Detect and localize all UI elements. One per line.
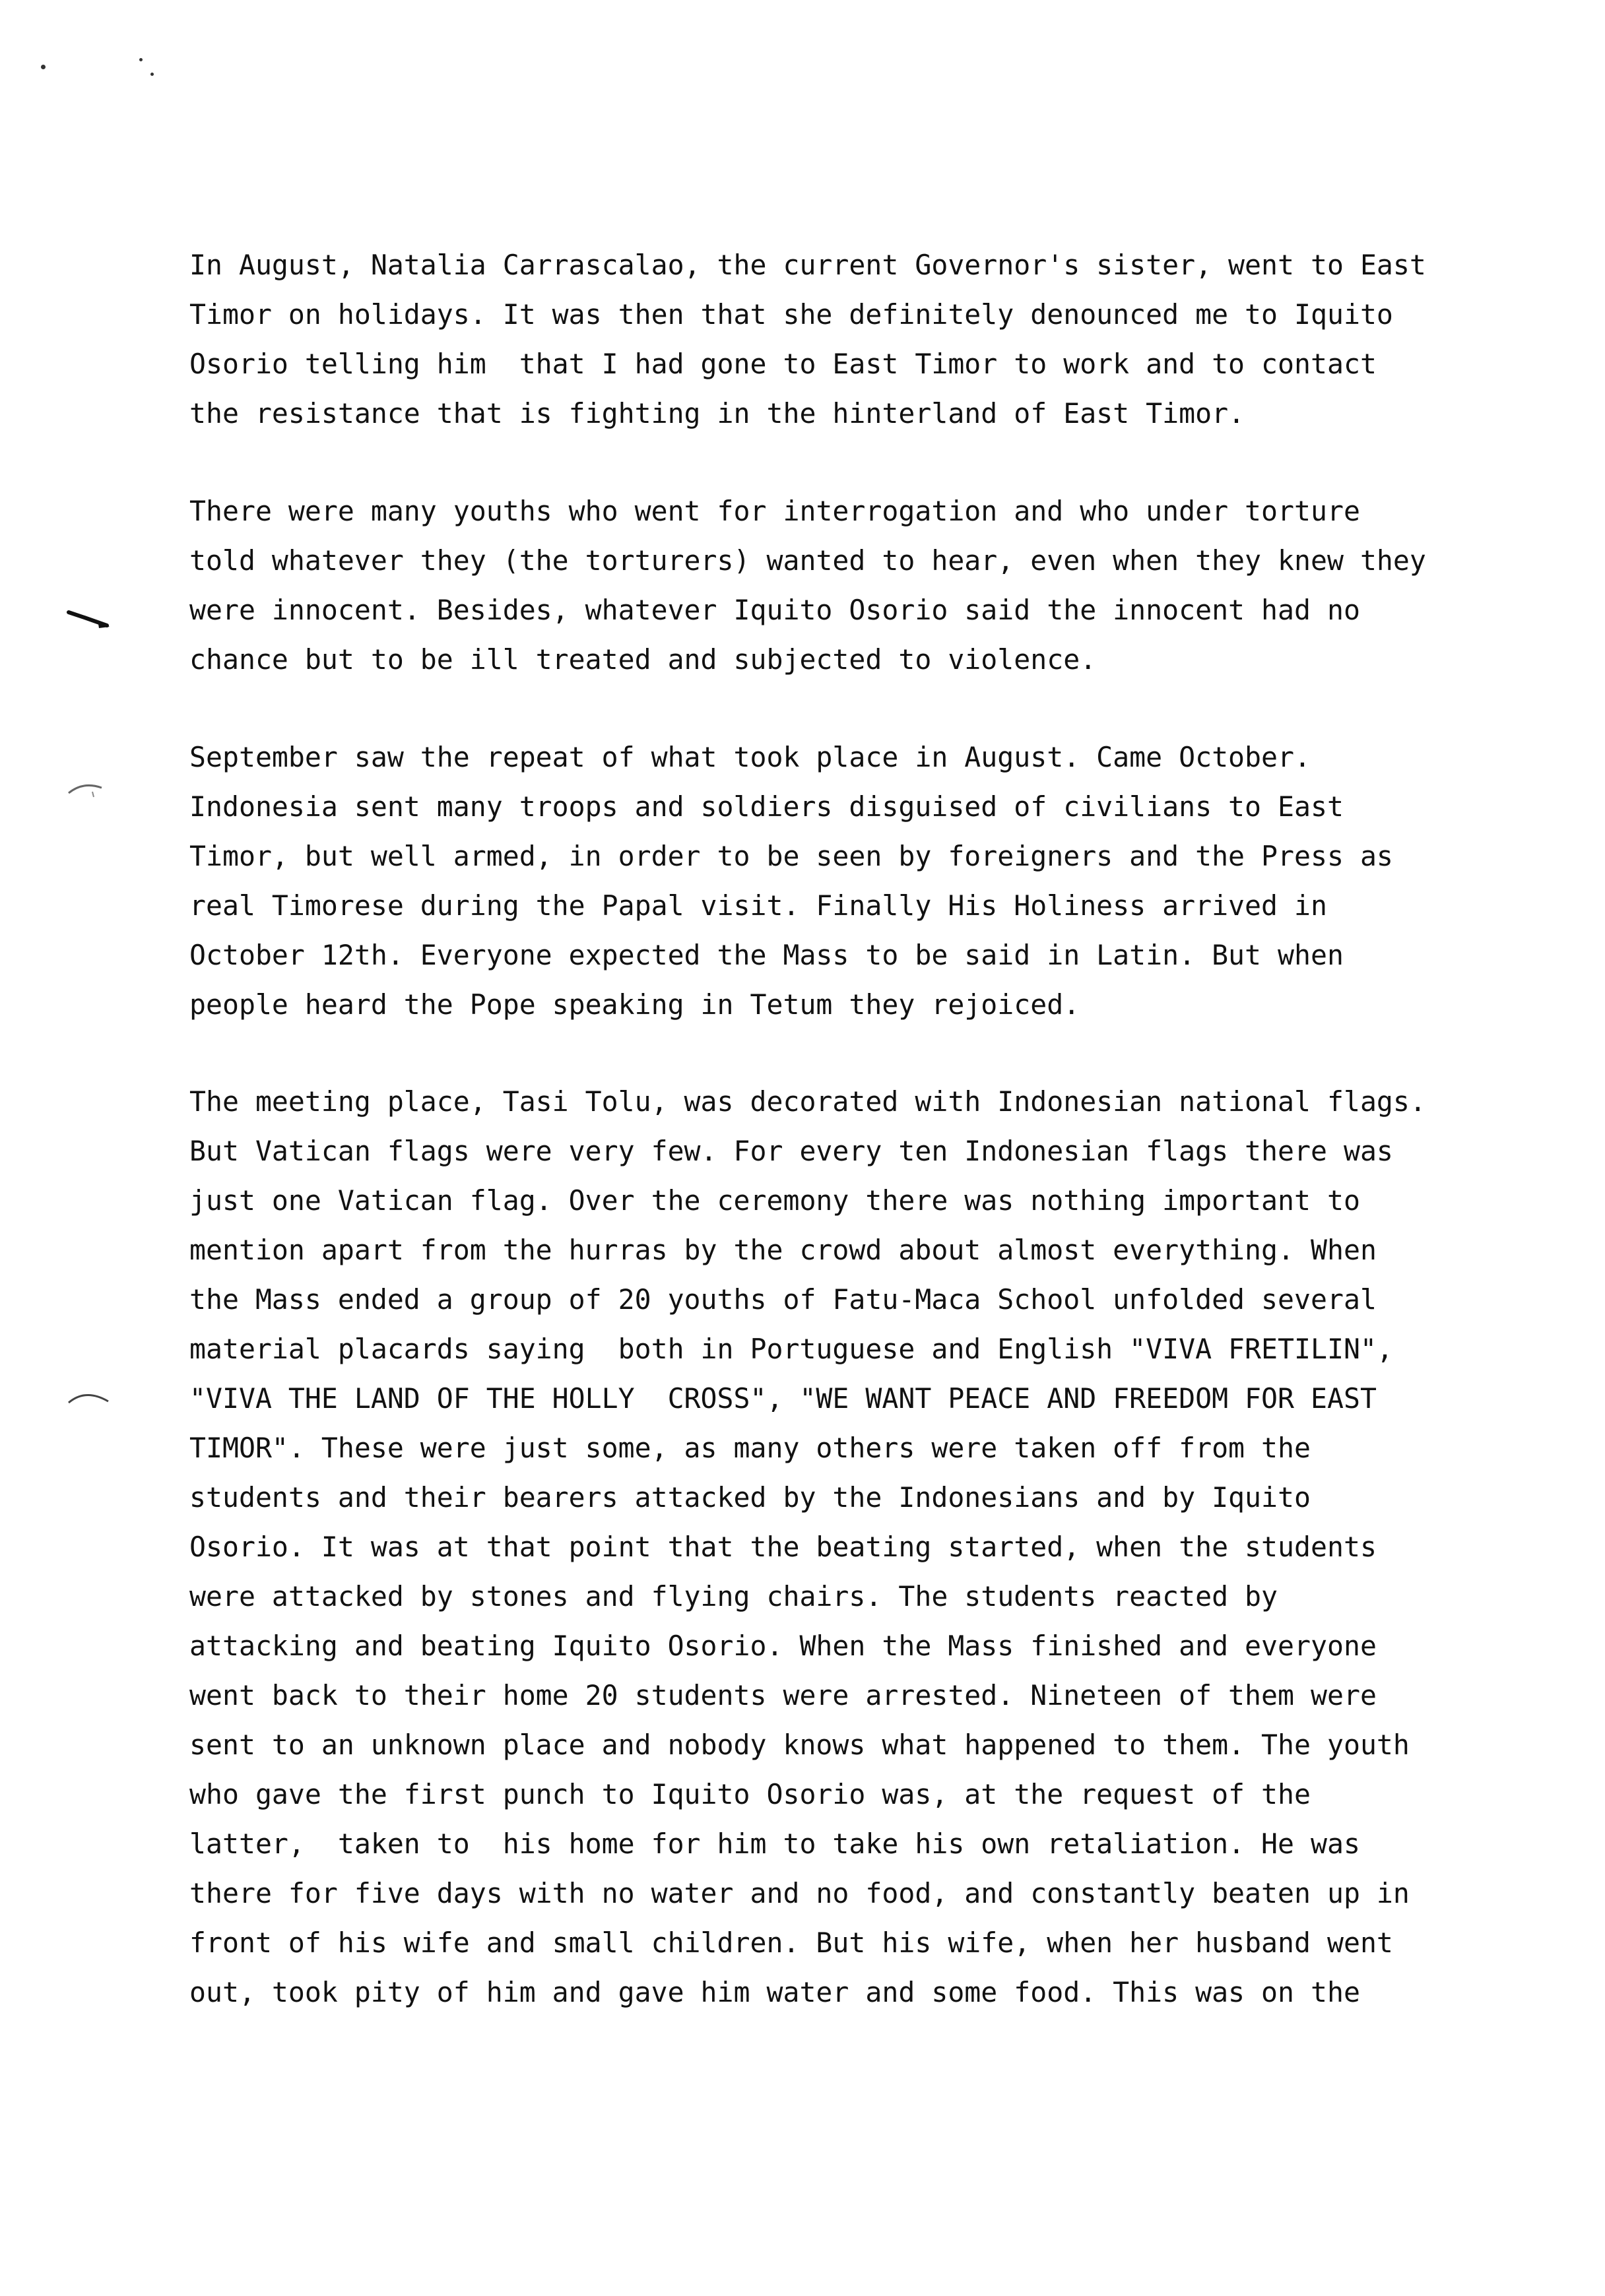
- text-line: TIMOR". These were just some, as many others were taken off from the: [189, 1432, 1311, 1464]
- text-line: students and their bearers attacked by the Indonesians and by Iquito: [189, 1481, 1311, 1514]
- paragraph-2: [189, 486, 1426, 684]
- text-line: material placards saying both in Portuguese and English "VIVA FRETILIN",: [189, 1333, 1393, 1365]
- text-line: But Vatican flags were very few. For every ten Indonesian flags there was: [189, 1135, 1393, 1167]
- text-line: out, took pity of him and gave him water and some food. This was on the: [189, 1976, 1360, 2008]
- scan-speck: [150, 73, 154, 76]
- text-line: just one Vatican flag. Over the ceremony there was nothing important to: [189, 1184, 1360, 1217]
- text-line: There were many youths who went for interrogation and who under torture: [189, 495, 1360, 527]
- text-line: Timor, but well armed, in order to be seen by foreigners and the Press as: [189, 840, 1393, 872]
- paragraph-3: [189, 732, 1393, 1029]
- text-line: chance but to be ill treated and subjected to violence.: [189, 643, 1097, 676]
- text-line: sent to an unknown place and nobody knows what happened to them. The youth: [189, 1729, 1410, 1761]
- text-line: Indonesia sent many troops and soldiers disguised of civilians to East: [189, 790, 1344, 823]
- text-line: Osorio. It was at that point that the beating started, when the students: [189, 1531, 1377, 1563]
- text-line: told whatever they (the torturers) wanted to hear, even when they knew they: [189, 544, 1426, 577]
- text-line: October 12th. Everyone expected the Mass to be said in Latin. But when: [189, 939, 1344, 971]
- text-line: mention apart from the hurras by the crowd about almost everything. When: [189, 1234, 1377, 1266]
- text-line: September saw the repeat of what took place in August. Came October.: [189, 741, 1311, 773]
- text-line: the resistance that is fighting in the hinterland of East Timor.: [189, 397, 1245, 430]
- text-line: were innocent. Besides, whatever Iquito Osorio said the innocent had no: [189, 594, 1360, 626]
- margin-arrow-mark: [66, 606, 119, 632]
- text-line: the Mass ended a group of 20 youths of Fatu-Maca School unfolded several: [189, 1283, 1377, 1316]
- scan-speck: [139, 58, 143, 61]
- text-line: In August, Natalia Carrascalao, the current Governor's sister, went to East: [189, 249, 1426, 281]
- text-line: "VIVA THE LAND OF THE HOLLY CROSS", "WE WANT PEACE AND FREEDOM FOR EAST: [189, 1382, 1377, 1415]
- margin-arc-mark: [66, 777, 106, 804]
- text-line: Timor on holidays. It was then that she definitely denounced me to Iquito: [189, 298, 1393, 331]
- text-line: attacking and beating Iquito Osorio. When the Mass finished and everyone: [189, 1630, 1377, 1662]
- paragraph-1: [189, 240, 1426, 438]
- text-line: real Timorese during the Papal visit. Finally His Holiness arrived in: [189, 889, 1327, 922]
- text-line: front of his wife and small children. But his wife, when her husband went: [189, 1927, 1393, 1959]
- scan-speck: [41, 65, 46, 69]
- text-line: latter, taken to his home for him to take his own retaliation. He was: [189, 1828, 1360, 1860]
- margin-arc-mark: [66, 1387, 112, 1413]
- text-line: there for five days with no water and no food, and constantly beaten up in: [189, 1877, 1410, 1909]
- paragraph-4: [189, 1077, 1426, 2017]
- text-line: The meeting place, Tasi Tolu, was decorated with Indonesian national flags.: [189, 1085, 1426, 1118]
- text-line: went back to their home 20 students were arrested. Nineteen of them were: [189, 1679, 1377, 1711]
- text-line: who gave the first punch to Iquito Osorio was, at the request of the: [189, 1778, 1311, 1810]
- text-line: people heard the Pope speaking in Tetum they rejoiced.: [189, 988, 1080, 1021]
- text-line: Osorio telling him that I had gone to East Timor to work and to contact: [189, 348, 1377, 380]
- text-line: were attacked by stones and flying chairs. The students reacted by: [189, 1580, 1278, 1612]
